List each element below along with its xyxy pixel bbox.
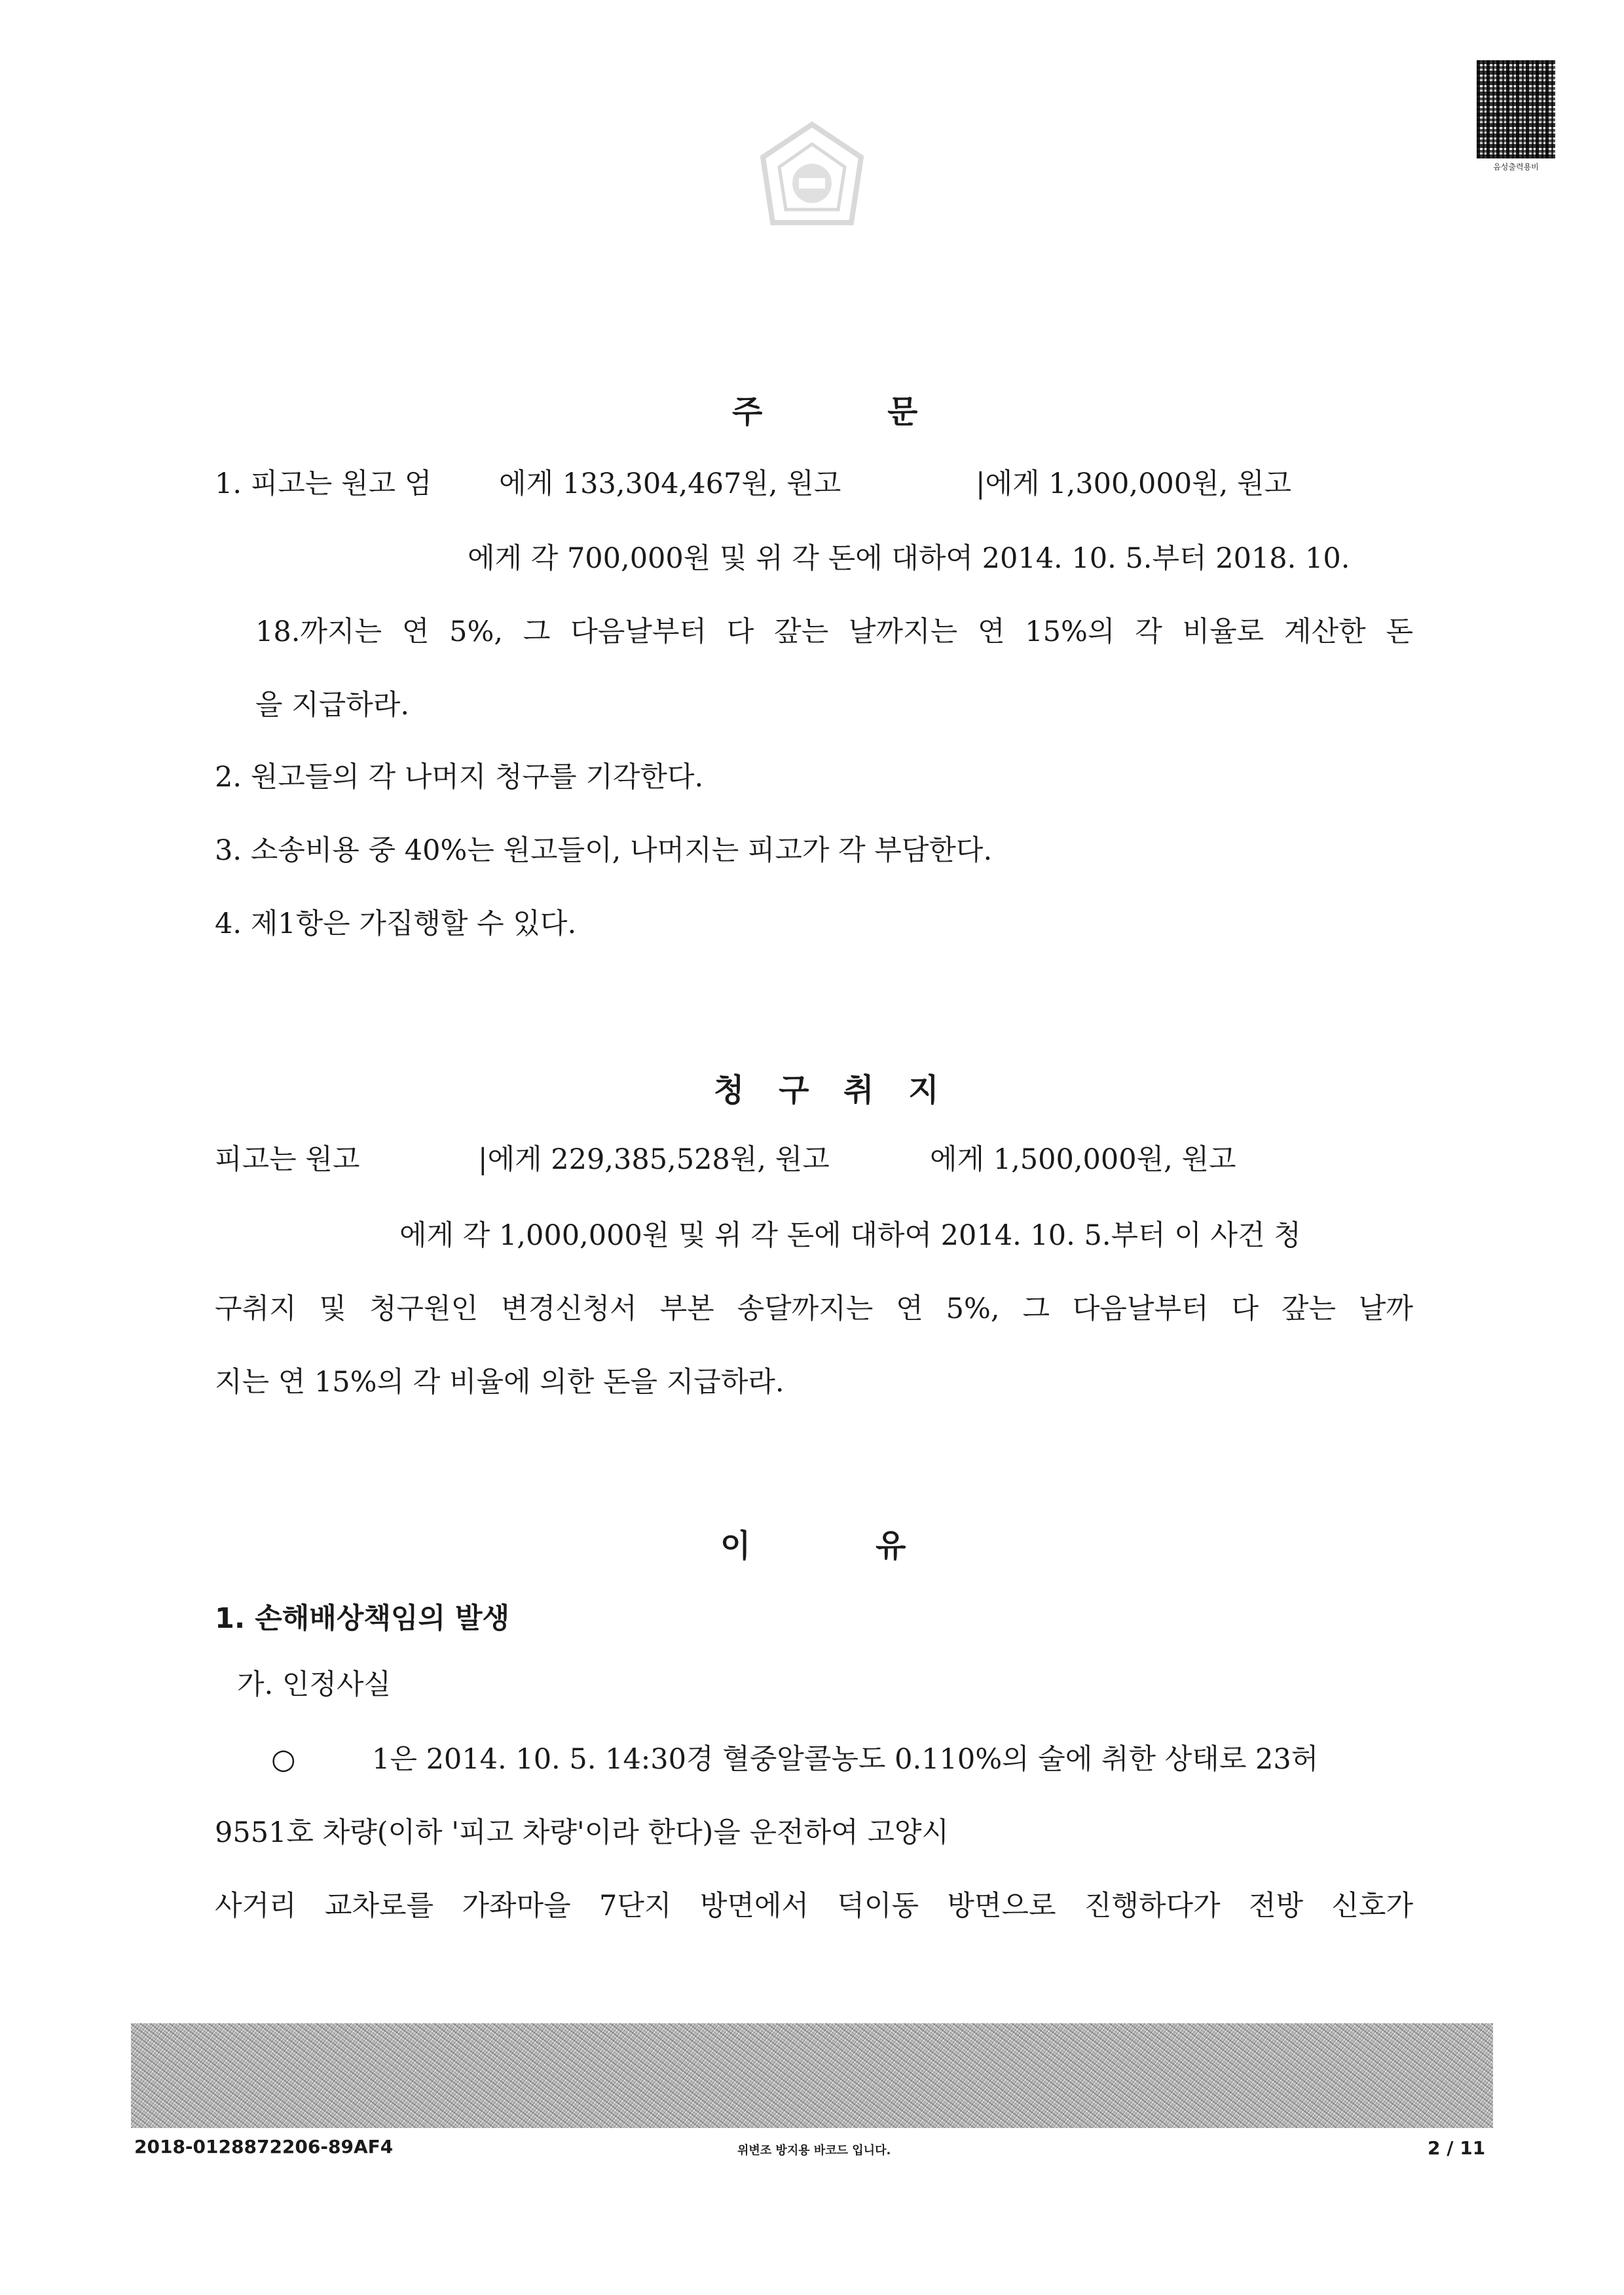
court-seal-watermark	[747, 118, 877, 249]
claim-line-4: 지는 연 15%의 각 비율에 의한 돈을 지급하라.	[215, 1366, 784, 1399]
claim-line-2: 에게 각 1,000,000원 및 위 각 돈에 대하여 2014. 10. 5.부터 이 사건 청	[399, 1219, 1301, 1252]
judgment-item-4: 4. 제1항은 가집행할 수 있다.	[215, 908, 577, 940]
judgment-line-4: 을 지급하라.	[255, 689, 410, 722]
anti-forgery-barcode	[131, 2023, 1493, 2128]
claim-heading: 청 구 취 지	[714, 1072, 951, 1109]
page-number: 2 / 11	[1428, 2137, 1486, 2159]
judgment-line-1b: 에게 133,304,467원, 원고	[499, 468, 841, 500]
anti-forgery-notice: 위변조 방지용 바코드 입니다.	[737, 2144, 891, 2157]
judgment-item-3: 3. 소송비용 중 40%는 원고들이, 나머지는 피고가 각 부담한다.	[215, 834, 993, 867]
claim-line-1b: |에게 229,385,528원, 원고	[478, 1143, 830, 1176]
reasons-heading: 이 유	[720, 1528, 908, 1564]
reasons-line-1: 1은 2014. 10. 5. 14:30경 혈중알콜농도 0.110%의 술에 취한 상태로 23허	[372, 1743, 1319, 1776]
claim-line-1c: 에게 1,500,000원, 원고	[930, 1143, 1236, 1176]
judgment-item-2: 2. 원고들의 각 나머지 청구를 기각한다.	[215, 761, 704, 794]
document-id: 2018-0128872206-89AF4	[134, 2136, 394, 2157]
qr-code	[1477, 60, 1555, 172]
reasons-line-3: 사거리 교차로를 가좌마을 7단지 방면에서 덕이동 방면으로 진행하다가 전방 신호가	[215, 1890, 1413, 1922]
judgment-line-1a: 1. 피고는 원고 엄	[215, 468, 432, 500]
claim-line-1a: 피고는 원고	[215, 1143, 360, 1176]
qr-code-image	[1477, 60, 1555, 158]
reasons-bullet: ○	[271, 1743, 296, 1776]
reasons-subsection: 가. 인정사실	[237, 1668, 392, 1701]
reasons-section-1: 1. 손해배상책임의 발생	[215, 1602, 510, 1635]
reasons-line-2: 9551호 차량(이하 '피고 차량'이라 한다)을 운전하여 고양시	[215, 1816, 949, 1849]
qr-code-label: 음성출력용비	[1493, 162, 1539, 172]
judgment-line-2: 에게 각 700,000원 및 위 각 돈에 대하여 2014. 10. 5.부터 2018. 10.	[468, 542, 1350, 575]
judgment-line-3: 18.까지는 연 5%, 그 다음날부터 다 갚는 날까지는 연 15%의 각 비율로 계산한 돈	[255, 615, 1413, 648]
claim-line-3: 구취지 및 청구원인 변경신청서 부본 송달까지는 연 5%, 그 다음날부터 다 갚는 날까	[215, 1293, 1413, 1325]
judgment-line-1c: |에게 1,300,000원, 원고	[976, 468, 1292, 500]
judgment-heading: 주 문	[732, 394, 919, 430]
